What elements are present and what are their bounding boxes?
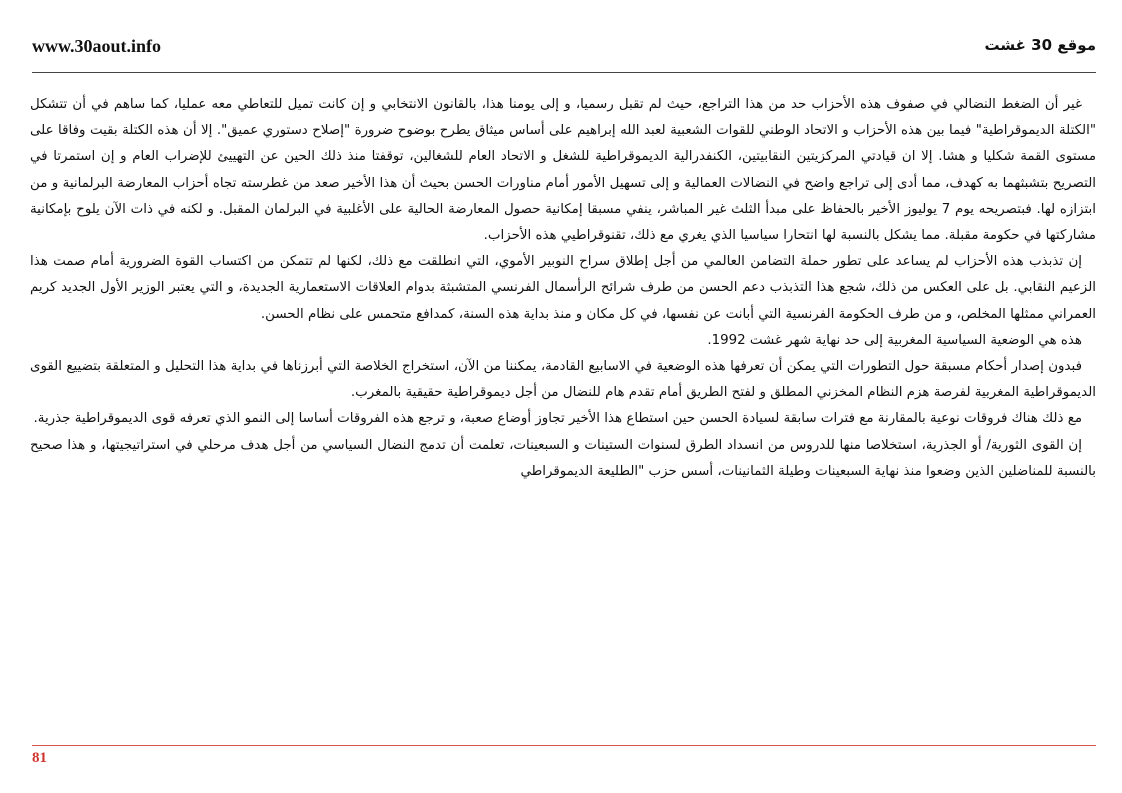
site-url: www.30aout.info (32, 36, 162, 56)
site-name: موقع 30 غشت (984, 36, 1096, 54)
paragraph: مع ذلك هناك فروقات نوعية بالمقارنة مع فترات سابقة لسيادة الحسن حين استطاع هذا الأخير تجاوز أوضاع صعبة، و ترجع هذه الفروقات أساسا إلى النمو الذي تعرفه قوى الديموقراطية جذرية. (33, 411, 1082, 427)
paragraph: إن القوى الثورية/ أو الجذرية، استخلاصا منها للدروس من انسداد الطرق لسنوات الستينات و السبعينات، تعلمت أن تدمج النضال السياسي من أجل هدف مرحلي في استراتيجيتها، و هذا صحيح بالنسبة للمناضلين الذين وضعوا منذ نهاية السبعينات وطيلة الثمانينات، أسس حزب "الطليعة الديموقراطي (30, 437, 1096, 479)
page-header (32, 30, 1096, 73)
paragraph: إن تذبذب هذه الأحزاب لم يساعد على تطور حملة التضامن العالمي من أجل إطلاق سراح النوبير الأموي، التي انطلقت مع ذلك، لكنها لم تتمكن من اكتساب القوة الضرورية أمام صمت هذا الزعيم النقابي. بل على العكس من ذلك، شجع هذا التذبذب دعم الحسن من طرف شرائح الرأسمال الفرنسي المتشبثة بدوام العلاقات الاستعمارية الجديدة، و التي يعتبر الوزير الأول الجديد كريم العمراني ممثلها المخلص، و من طرف الحكومة الفرنسية التي أبانت عن نفسها، في كل مكان و منذ بداية هذه السنة، كمدافع متحمس على نظام الحسن. (30, 254, 1096, 322)
footer-divider (32, 745, 1096, 746)
paragraph: غير أن الضغط النضالي في صفوف هذه الأحزاب حد من هذا التراجع، حيث لم تقبل رسميا، و إلى يومنا هذا، بالقانون الانتخابي و إن كانت تميل للتعاطي معه عمليا، كما ساهم في أن تتشكل "الكتلة الديموقراطية" فيما بين هذه الأحزاب و الاتحاد الوطني للقوات الشعبية لعبد الله إبراهيم على أساس ميثاق يطرح بوضوح ضرورة "إصلاح دستوري عميق". إلا أن هذه الكتلة بقيت وفاقا على مستوى القمة شكليا و هشا. إلا ان قيادتي المركزيتين النقابيتين، الكنفدرالية الديموقراطية للشغل و الاتحاد العام للشغالين، توقفتا منذ ذلك الحين عن التهييئ للإضراب العام و إن استمرتا في التصريح بتشبثهما به كهدف، مما أدى إلى تراجع واضح في النضالات العمالية و إلى تسهيل الأمور أمام مناورات الحسن بحيث أن هذا الأخير صعد من غطرسته تجاه أحزاب المعارضة البرلمانية و من ابتزازه لها. فبتصريحه يوم 7 يوليوز الأخير بالحفاظ على مبدأ الثلث غير المباشر، ينفي مسبقا إمكانية حصول المعارضة الحالية على الأغلبية في البرلمان المقبل. و لكنه في ذات الآن يلوح بإمكانية مشاركتها في حكومة مقبلة. مما يشكل بالنسبة لها انتحارا سياسيا الذي يغري مع ذلك، تقنوقراطيي هذه الأحزاب. (30, 97, 1096, 244)
article-body (30, 92, 1096, 732)
paragraph: فبدون إصدار أحكام مسبقة حول التطورات التي يمكن أن تعرفها هذه الوضعية في الاسابيع القادمة، يمكننا من الآن، استخراج الخلاصة التي أبرزناها في بداية هذا التحليل و المتعلقة بتضييع القوى الديموقراطية المغربية لفرصة هزم النظام المخزني المطلق و لفتح الطريق أمام تقدم هام للنضال من أجل ديموقراطية حقيقية بالمغرب. (30, 359, 1096, 401)
page-number: 81 (32, 750, 47, 766)
paragraph: هذه هي الوضعية السياسية المغربية إلى حد نهاية شهر غشت 1992. (707, 332, 1082, 348)
